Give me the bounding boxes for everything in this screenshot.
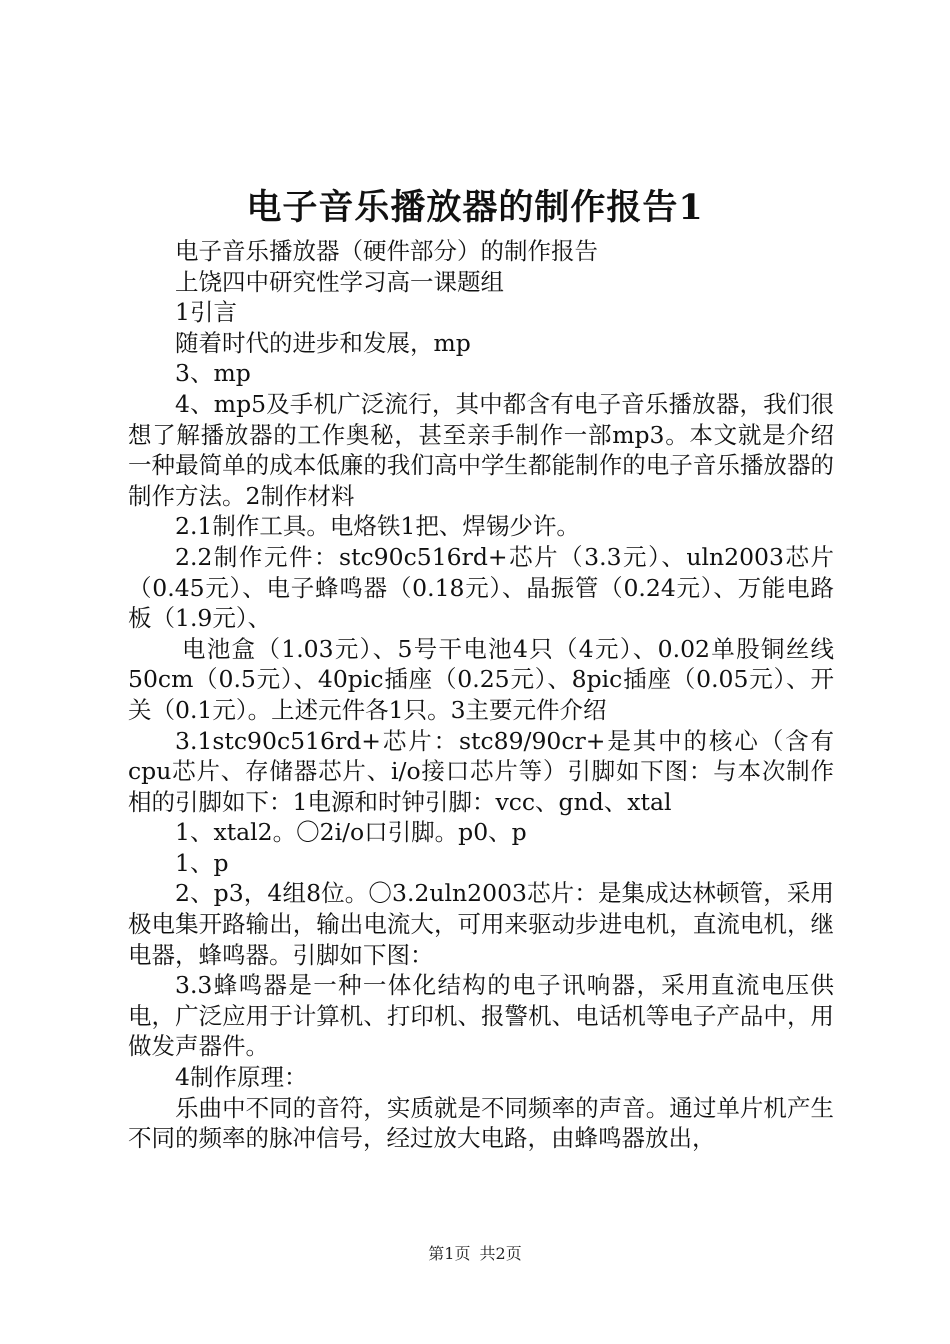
paragraph: 1、p <box>175 848 229 877</box>
paragraph: 4、mp5及手机广泛流行，其中都含有电子音乐播放器，我们很想了解播放器的工作奥秘，甚至亲手制作一部mp3。本文就是介绍一种最简单的成本低廉的我们高中学生都能制作的电子音乐播放器的制作方法。2制作材料 <box>128 389 834 510</box>
paragraph: 4制作原理： <box>175 1063 308 1092</box>
page-total: 共2页 <box>479 1244 522 1263</box>
paragraph: 3、mp <box>175 359 251 388</box>
document-body <box>128 236 834 1154</box>
paragraph: 上饶四中研究性学习高一课题组 <box>175 267 504 296</box>
page-footer <box>0 1243 950 1265</box>
paragraph: 随着时代的进步和发展，mp <box>175 328 471 357</box>
paragraph: 2.2制作元件：stc90c516rd+芯片（3.3元）、uln2003芯片（0.45元）、电子蜂鸣器（0.18元）、晶振管（0.24元）、万能电路板（1.9元）、 <box>128 542 834 633</box>
paragraph: 2、p3，4组8位。〇3.2uln2003芯片：是集成达林顿管，采用极电集开路输出，输出电流大，可用来驱动步进电机，直流电机，继电器，蜂鸣器。引脚如下图： <box>128 879 834 969</box>
paragraph: 1、xtal2。〇2i/o口引脚。p0、p <box>175 818 527 847</box>
paragraph: 1引言 <box>175 298 237 327</box>
paragraph: 乐曲中不同的音符，实质就是不同频率的声音。通过单片机产生不同的频率的脉冲信号，经过放大电路，由蜂鸣器放出， <box>128 1093 834 1153</box>
paragraph: 2.1制作工具。电烙铁1把、焊锡少许。 <box>175 512 580 541</box>
paragraph: 3.1stc90c516rd+芯片：stc89/90cr+是其中的核心（含有cpu芯片、存储器芯片、i/o接口芯片等）引脚如下图：与本次制作相的引脚如下：1电源和时钟引脚：vcc、gnd、xtal <box>128 726 834 816</box>
paragraph: 电子音乐播放器（硬件部分）的制作报告 <box>175 237 598 265</box>
paragraph: 3.3蜂鸣器是一种一体化结构的电子讯响器，采用直流电压供电，广泛应用于计算机、打印机、报警机、电话机等电子产品中，用做发声器件。 <box>128 971 834 1061</box>
paragraph: 电池盒（1.03元）、5号干电池4只（4元）、0.02单股铜丝线50cm（0.5元）、40pic插座（0.25元）、8pic插座（0.05元）、开关（0.1元）。上述元件各1只。3主要元件介绍 <box>128 634 834 724</box>
page-number: 第1页 <box>428 1244 471 1263</box>
document-title: 电子音乐播放器的制作报告1 <box>246 187 704 228</box>
